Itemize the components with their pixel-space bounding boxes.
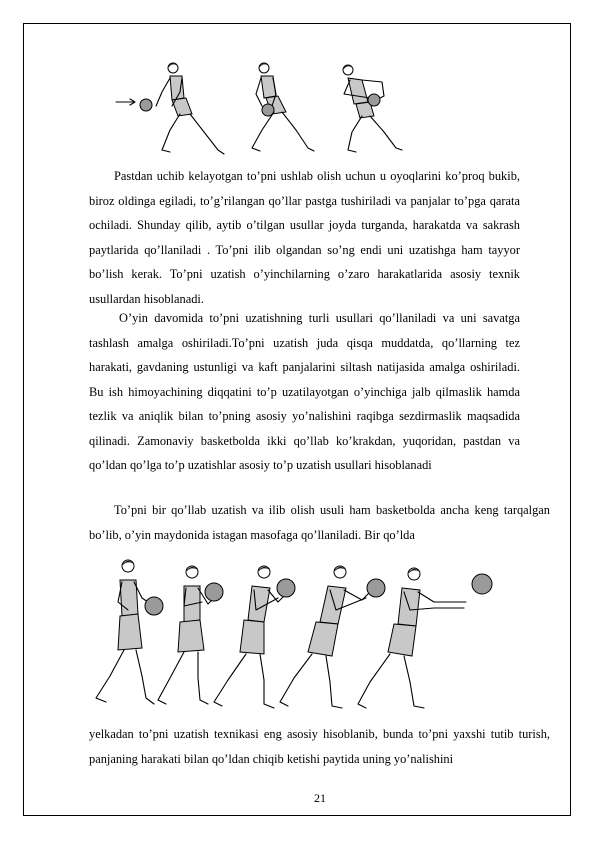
paragraph-2 — [89, 306, 520, 478]
player-figure-1 — [156, 63, 224, 154]
player-figure-3 — [343, 65, 402, 152]
paragraph-4-text: yelkadan to’pni uzatish texnikasi eng asosiy hisoblanib, bunda to’pni yaxshi tutib turish, panjaning harakati bilan qo’ldan chiqib ketishi paytida uning yo’nalishini — [89, 727, 550, 766]
paragraph-3 — [89, 498, 550, 547]
ball-icon — [472, 574, 492, 594]
catch-sequence-figure — [112, 58, 412, 158]
paragraph-1 — [89, 164, 520, 311]
pass-figure-3 — [214, 566, 295, 708]
pass-figure-4 — [280, 566, 385, 708]
player-figure-2 — [252, 63, 314, 151]
pass-figure-1 — [96, 560, 163, 704]
paragraph-3-text: To’pni bir qo’llab uzatish va ilib olish usuli ham basketbolda ancha keng tarqalgan bo’lib, o’yin maydonida istagan masofaga qo’llaniladi. Bir qo’lda — [89, 503, 550, 542]
paragraph-2-text: O’yin davomida to’pni uzatishning turli usullari qo’llaniladi va uni savatga tashlash amalga oshiriladi.To’pni uzatish juda qisqa muddatda, qo’llarning tez harakati, gavdaning ustunligi va kaft panjalarini siltash natijasida amalga oshiriladi. Bu ish himoyachining diqqatini to’p uzatilayotgan o’yinchiga jalb qilmaslik hamda tezlik va aniqlik bilan to’pning asosiy yo’nalishini raqibga sezdirmaslik maqsadida qilinadi. Zamonaviy basketbolda ikki qo’llab ko’krakdan, yuqoridan, pastdan va qo’ldan qo’lga to’p uzatishlar asosiy to’p uzatish usullari hisoblanadi — [89, 311, 520, 472]
arrow-icon — [116, 99, 135, 105]
page-number: 21 — [314, 791, 326, 805]
pass-sequence-figure — [88, 558, 508, 720]
ball-icon — [140, 99, 152, 111]
pass-figure-2 — [158, 566, 223, 704]
paragraph-1-text: Pastdan uchib kelayotgan to’pni ushlab olish uchun u oyoqlarini ko’proq bukib, biroz oldinga egiladi, to’g’rilangan qo’llar pastga tushiriladi va panjalar to’pga qarata ochiladi. Shunday qilib, aytib o’tilgan usullar joyda turganda, harakatda va sakrash paytlarida qo’llaniladi . To’pni ilib olgandan so’ng endi uni uzatishga ham tayyor bo’lish kerak. To’pni uzatish o’yinchilarning o’zaro harakatlarida asosiy texnik usullardan hisoblanadi. — [89, 169, 520, 306]
paragraph-4 — [89, 722, 550, 771]
